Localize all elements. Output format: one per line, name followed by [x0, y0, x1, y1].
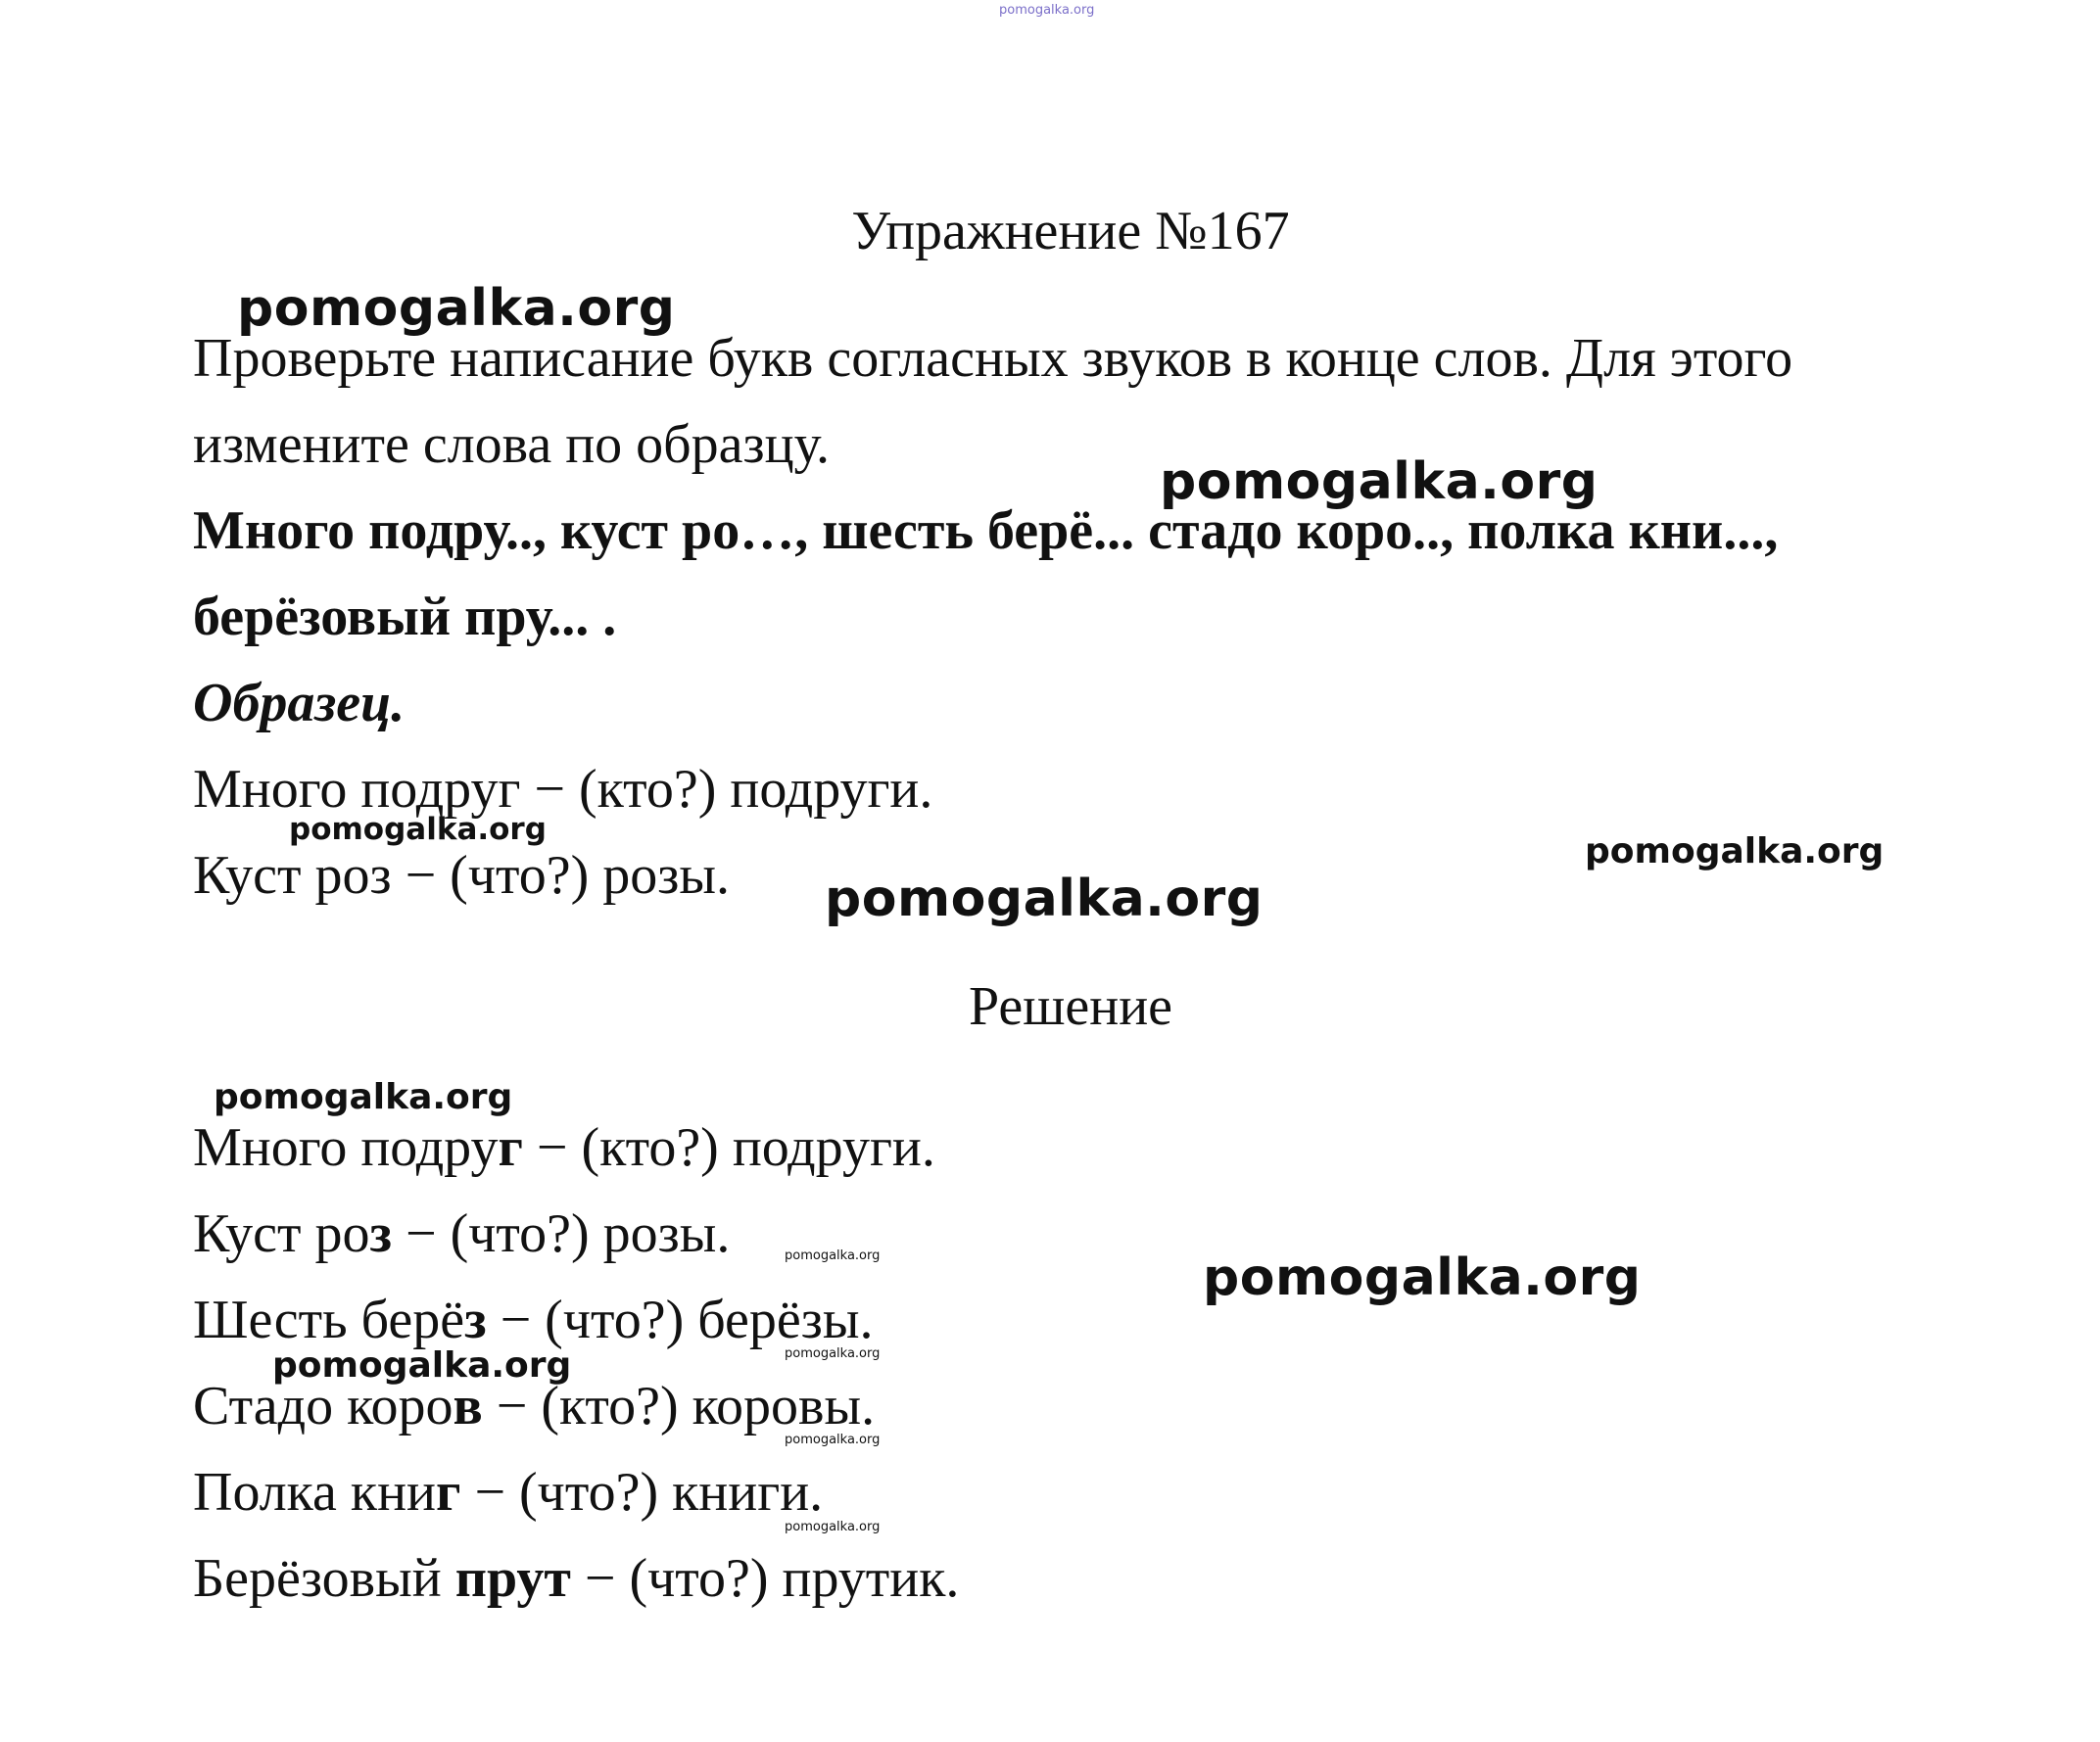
solution-line: [193, 1117, 935, 1178]
solution-line: [193, 1290, 874, 1350]
header-watermark: pomogalka.org: [999, 3, 1095, 18]
solution-line-highlight: з: [369, 1203, 392, 1264]
solution-line: [193, 1203, 731, 1264]
watermark: pomogalka.org: [785, 1520, 881, 1534]
task-line-2: берёзовый пру... .: [193, 587, 617, 647]
solution-line-text: − (что?) книги.: [460, 1462, 824, 1523]
watermark: pomogalka.org: [1585, 831, 1885, 871]
exercise-title: Упражнение №167: [851, 201, 1290, 261]
solution-line-highlight: г: [436, 1462, 461, 1523]
solution-line-highlight: з: [464, 1290, 487, 1350]
watermark: pomogalka.org: [289, 812, 547, 847]
solution-line-text: − (что?) прутик.: [570, 1548, 960, 1609]
solution-line-text: − (кто?) коровы.: [482, 1376, 876, 1436]
watermark: pomogalka.org: [272, 1345, 572, 1386]
solution-line: [193, 1462, 824, 1523]
solution-line-text: Берёзовый: [193, 1548, 455, 1609]
solution-line-highlight: г: [498, 1117, 523, 1178]
instruction-line-1: Проверьте написание букв согласных звуков в конце слов. Для этого: [193, 328, 1793, 389]
solution-line-highlight: прут: [454, 1548, 571, 1609]
solution-line-text: − (что?) розы.: [391, 1203, 731, 1264]
watermark: pomogalka.org: [785, 1248, 881, 1263]
solution-line-highlight: в: [453, 1376, 483, 1436]
watermark: pomogalka.org: [1160, 452, 1599, 511]
watermark: pomogalka.org: [1203, 1248, 1642, 1307]
solution-line-text: Стадо коро: [193, 1376, 453, 1436]
instruction-line-2: измените слова по образцу.: [193, 414, 831, 475]
watermark: pomogalka.org: [785, 1433, 881, 1447]
sample-label: Образец.: [193, 673, 406, 733]
watermark: pomogalka.org: [825, 870, 1264, 928]
watermark: pomogalka.org: [785, 1346, 881, 1361]
solution-line-text: Куст ро: [193, 1203, 370, 1264]
solution-title: Решение: [968, 976, 1173, 1037]
sample-line-1: Много подруг − (кто?) подруги.: [193, 759, 933, 820]
solution-line-text: Много подру: [193, 1117, 499, 1178]
sample-line-2: Куст роз − (что?) розы.: [193, 845, 730, 906]
watermark: pomogalka.org: [237, 279, 676, 338]
solution-line-text: − (кто?) подруги.: [522, 1117, 935, 1178]
solution-line: [193, 1548, 960, 1609]
solution-line-text: Шесть берё: [193, 1290, 465, 1350]
solution-line: [193, 1376, 876, 1436]
task-line-1: Много подру.., куст ро…, шесть берё... стадо коро.., полка кни...,: [193, 500, 1779, 561]
solution-line-text: Полка кни: [193, 1462, 437, 1523]
watermark: pomogalka.org: [214, 1077, 513, 1117]
solution-line-text: − (что?) берёзы.: [486, 1290, 874, 1350]
